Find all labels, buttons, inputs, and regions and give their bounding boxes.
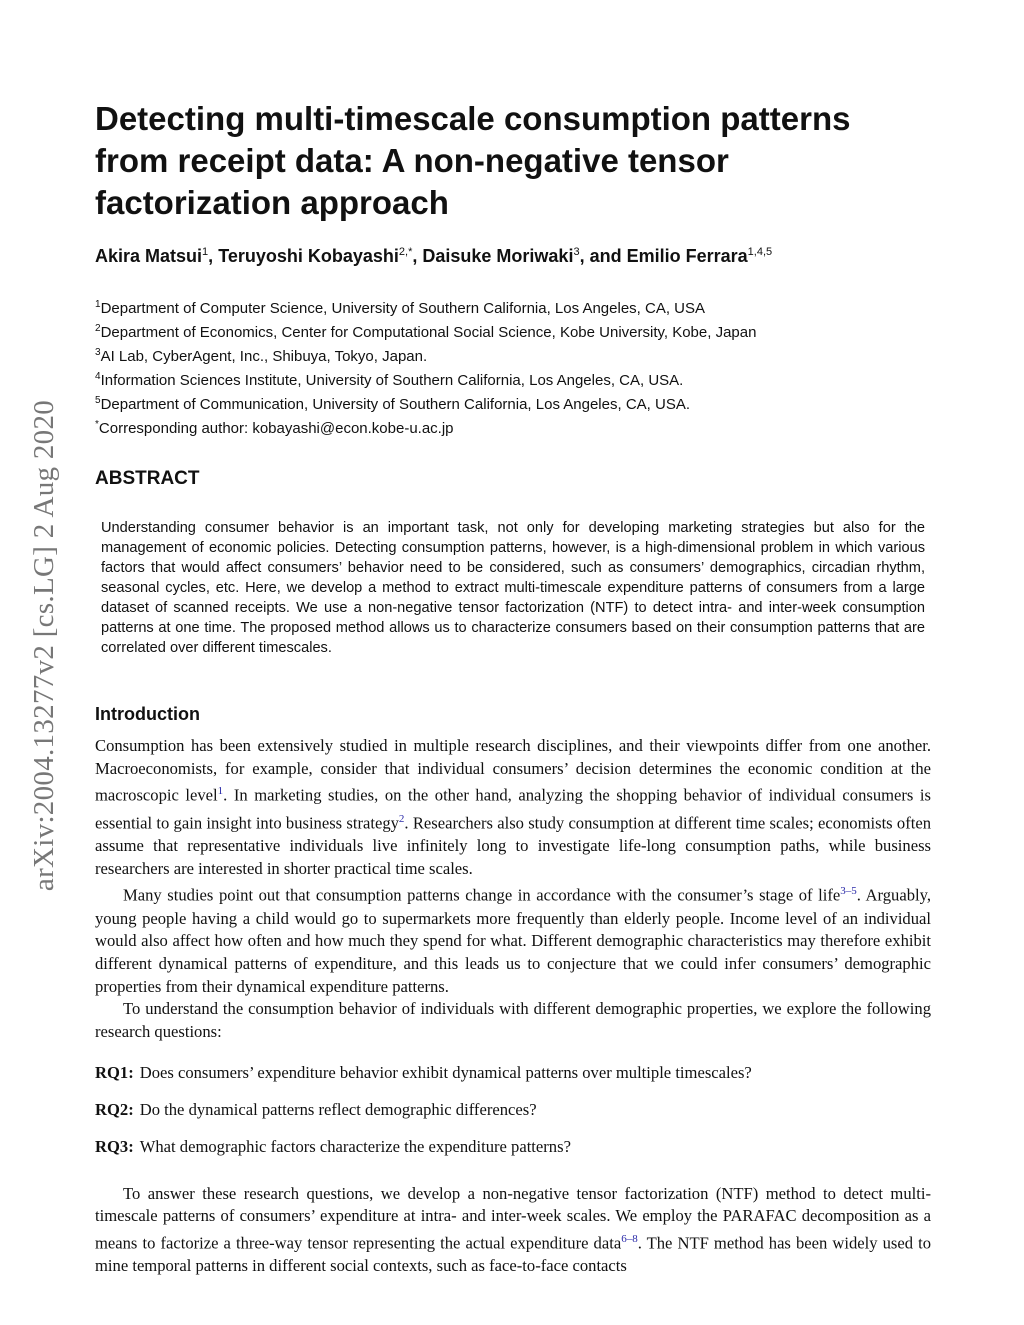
body-paragraph: To answer these research questions, we develop a non-negative tensor factorization (NTF) method to detect multi-timescale patterns of consumers’ expenditure at intra- and inter-week scales. We employ the PARAFAC decomposition as a means to factorize a three-way tensor representing the actual expenditure data$^{6-8}$. The NTF method has been widely used to mine temporal patterns in different social contexts, such as face-to-face contacts — [95, 1183, 931, 1276]
abstract-heading: ABSTRACT — [95, 468, 200, 489]
citation-link[interactable]: 3–5 — [840, 885, 857, 898]
affiliation: $^1$Department of Computer Science, University of Southern California, Los Angeles, CA, USA — [95, 299, 706, 317]
research-question: RQ1: Does consumers’ expenditure behavior exhibit dynamical patterns over multiple timescales? — [95, 1062, 752, 1082]
affiliation-list — [95, 295, 931, 439]
arxiv-identifier: arXiv:2004.13277v2 [cs.LG] 2 Aug 2020 — [28, 399, 61, 891]
author: Emilio Ferrara$^{1,4,5}$ — [626, 246, 773, 266]
citation-link[interactable]: 1 — [217, 785, 224, 798]
body-paragraph: Many studies point out that consumption patterns change in accordance with the consumer’s stage of life$^{3-5}$. Arguably, young people having a child would go to supermarkets more frequently than elderly people. Income level of an individual would also affect how often and how much they spend for what. Different demographic characteristics may therefore exhibit different dynamical patterns of expenditure, and this leads us to conjecture that we could infer consumers’ demographic properties from their dynamical expenditure patterns. — [95, 885, 931, 996]
author-list: Akira Matsui$^1$, Teruyoshi Kobayashi$^{2,*}$, Daisuke Moriwaki$^3$, and Emilio Ferrara$^{1,4,5}$ — [95, 246, 773, 266]
body-paragraph: Consumption has been extensively studied in multiple research disciplines, and their viewpoints differ from one another. Macroeconomists, for example, consider that individual consumers’ decision determines the economic condition at the macroscopic level$^1$. In marketing studies, on the other hand, analyzing the shopping behavior of individual consumers is essential to gain insight into business strategy$^2$. Researchers also study consumption at different time scales; economists often assume that representative individuals live infinitely long to investigate life-long consumption paths, while business researchers are interested in shorter practical time scales. — [95, 736, 931, 878]
citation-link[interactable]: 2 — [398, 812, 405, 825]
research-question-list — [95, 1062, 931, 1158]
citation-link[interactable]: 6–8 — [621, 1233, 638, 1246]
affiliation: $^2$Department of Economics, Center for Computational Social Science, Kobe University, Kobe, Japan — [95, 323, 757, 341]
body-paragraph: To understand the consumption behavior of individuals with different demographic properties, we explore the following research questions: — [95, 999, 931, 1042]
author: Akira Matsui$^1$ — [95, 246, 209, 266]
affiliation: $^5$Department of Communication, University of Southern California, Los Angeles, CA, USA. — [95, 395, 691, 413]
introduction-heading: Introduction — [95, 704, 200, 724]
research-question: RQ2: Do the dynamical patterns reflect demographic differences? — [95, 1099, 537, 1119]
author: Teruyoshi Kobayashi$^{2,*}$ — [218, 246, 413, 266]
corresponding-author: *Corresponding author: kobayashi@econ.kobe-u.ac.jp — [95, 419, 454, 437]
arxiv-sidebar — [28, 355, 62, 935]
affiliation: $^4$Information Sciences Institute, University of Southern California, Los Angeles, CA, USA. — [95, 371, 684, 389]
research-question: RQ3: What demographic factors characterize the expenditure patterns? — [95, 1136, 571, 1156]
affiliation: $^3$AI Lab, CyberAgent, Inc., Shibuya, Tokyo, Japan. — [95, 347, 428, 365]
abstract-text: Understanding consumer behavior is an important task, not only for developing marketing strategies but also for the management of economic policies. Detecting consumption patterns, however, is a high-dimensional problem in which various factors that would affect consumers’ behavior need to be considered, such as consumers’ demographics, circadian rhythm, seasonal cycles, etc. Here, we develop a method to extract multi-timescale expenditure patterns of consumers from a large dataset of scanned receipts. We use a non-negative tensor factorization (NTF) to detect intra- and inter-week consumption patterns at one time. The proposed method allows us to characterize consumers based on their consumption patterns that are correlated over different timescales. — [101, 520, 925, 656]
author: Daisuke Moriwaki$^3$ — [422, 246, 580, 266]
paper-page — [95, 98, 931, 1278]
paper-title: Detecting multi-timescale consumption patterns from receipt data: A non-negative tensor factorization approach — [95, 100, 851, 221]
